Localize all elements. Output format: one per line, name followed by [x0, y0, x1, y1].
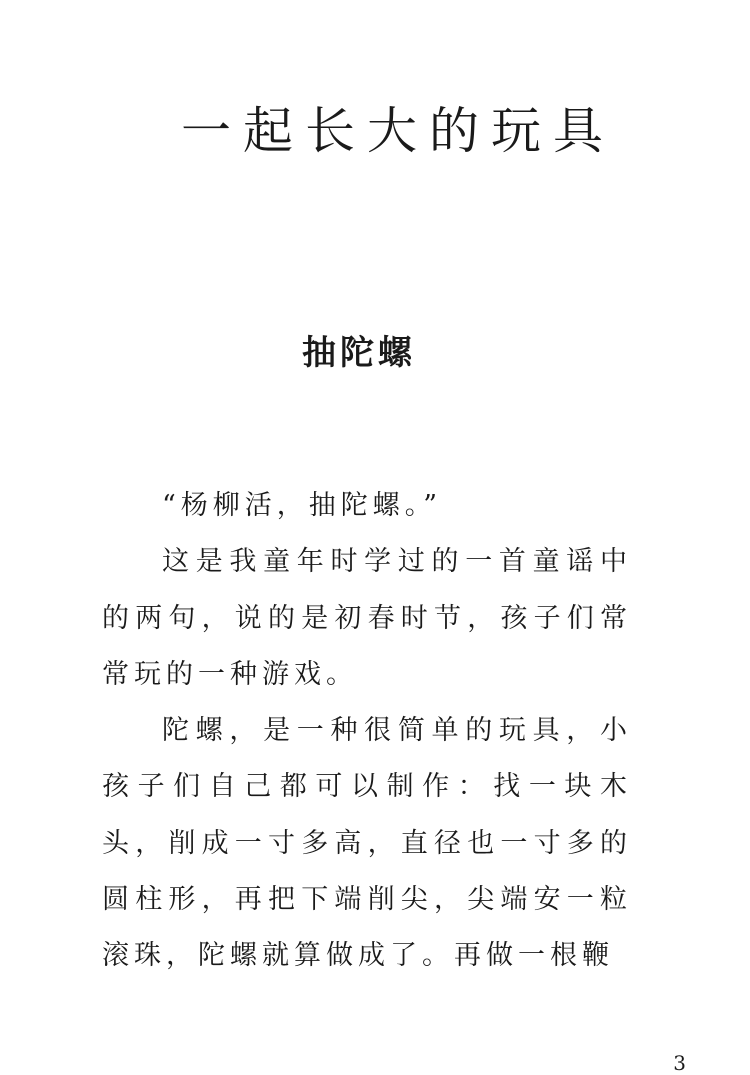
paragraph-rhyme: “杨柳活，抽陀螺。” [162, 490, 443, 521]
page-number: 3 [673, 1051, 686, 1075]
paragraph-top-description: 陀螺，是一种很简单的玩具，小孩子们自己都可以制作：找一块木头，削成一寸多高，直径也一寸多的圆柱形，再把下端削尖，尖端安一粒滚珠，陀螺就算做成了。再做一根鞭 [102, 715, 632, 972]
paragraph-intro: 这是我童年时学过的一首童谣中的两句，说的是初春时节，孩子们常常玩的一种游戏。 [102, 546, 632, 690]
section-title: 抽陀螺 [302, 333, 416, 374]
body-text [102, 478, 632, 985]
book-title: 一起长大的玩具 [181, 101, 615, 160]
